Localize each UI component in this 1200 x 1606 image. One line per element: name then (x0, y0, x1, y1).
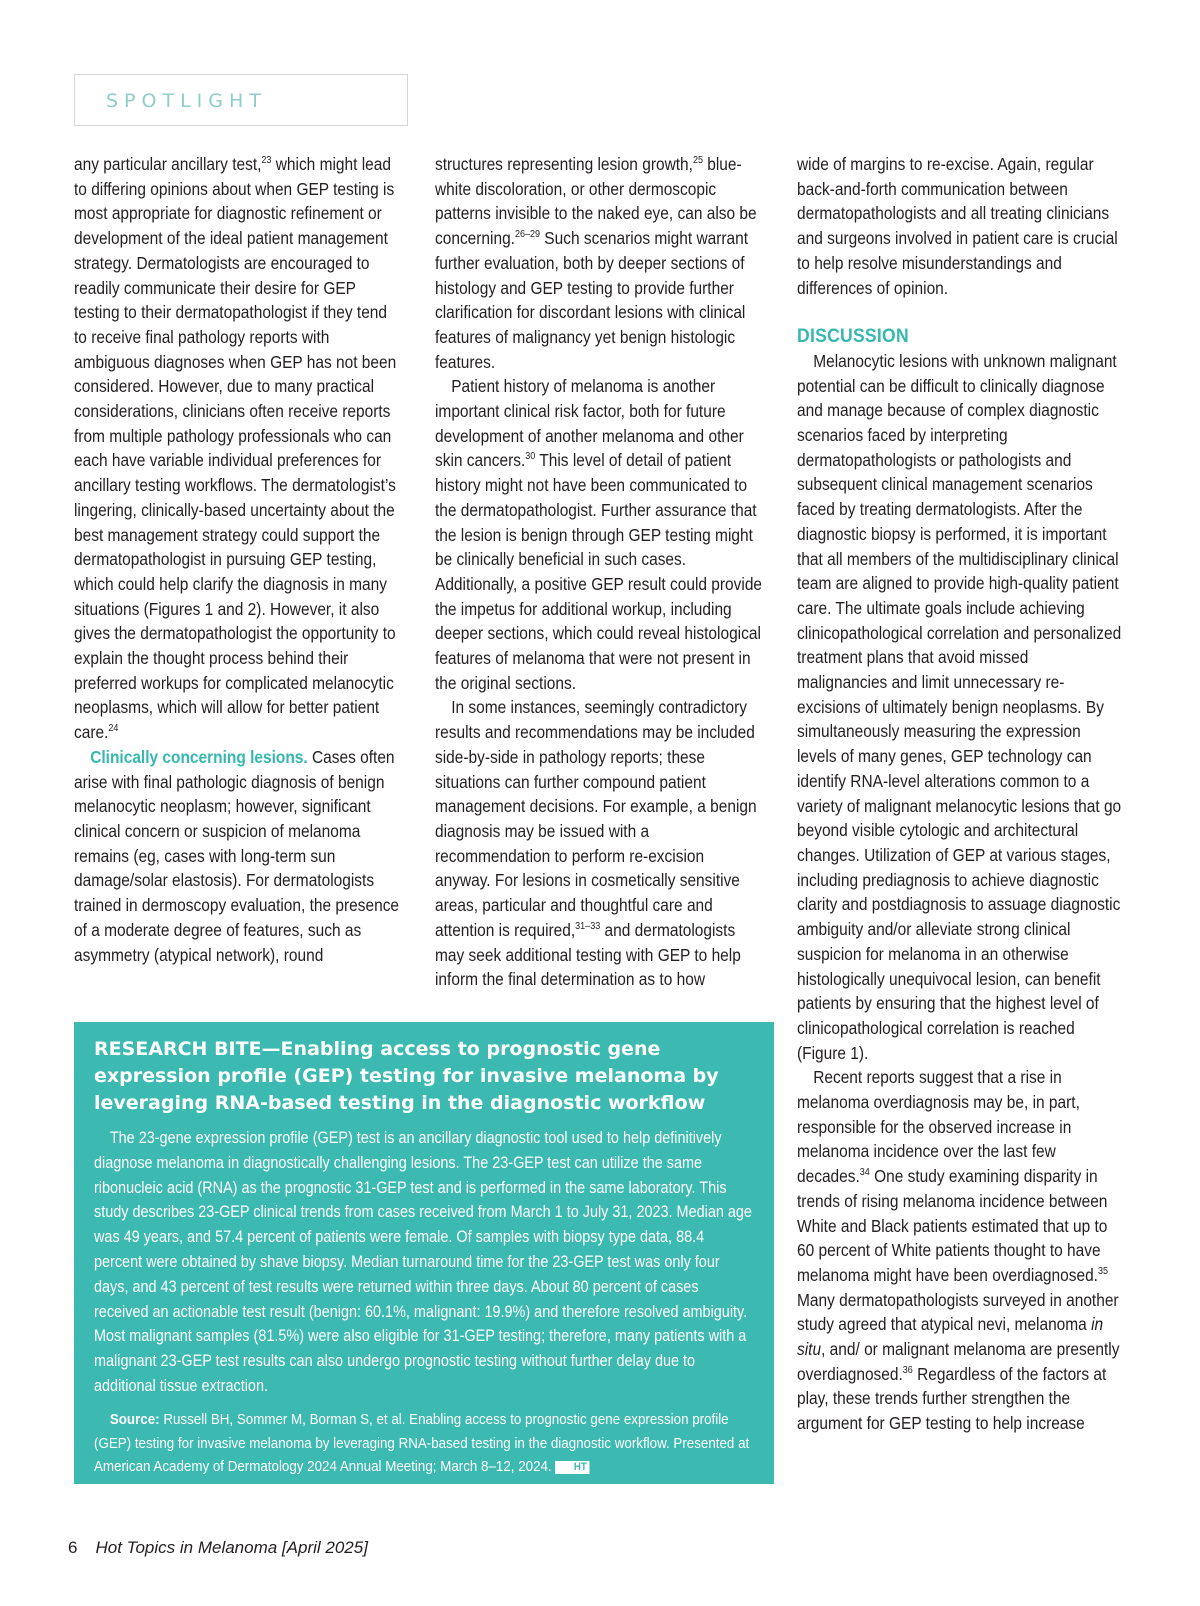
reference: 31–33 (575, 920, 601, 932)
paragraph: Clinically concerning lesions. Cases often arise with final pathologic diagnosis of benign melanocytic neoplasm; however, significant clinical concern or suspicion of melanoma remains (eg, cases with long-term sun damage/solar elastosis). For dermatologists trained in dermoscopy evaluation, the presence of a moderate degree of features, such as asymmetry (atypical network), round (74, 746, 400, 965)
paragraph: In some instances, seemingly contradictory results and recommendations may be included side-by-side in pathology reports; these situations can further compound patient management decisions. For example, a benign diagnosis may be issued with a recommendation to perform re-excision anyway. For lesions in cosmetically sensitive areas, particular and thoughtful care and attention is required,$^{31-33}$ and dermatologists may seek additional testing with GEP to help inform the final determination as to how (435, 697, 757, 990)
section-heading: DISCUSSION (797, 325, 909, 348)
reference: 26–29 (514, 229, 541, 241)
journal-title: Hot Topics in Melanoma [April 2025] (95, 1538, 368, 1557)
reference: 30 (525, 451, 536, 463)
research-bite-title: RESEARCH BITE—Enabling access to prognostic gene expression profile (GEP) testing for invasive melanoma by leveraging RNA-based testing in the diagnostic workflow (94, 1038, 719, 1114)
paragraph: structures representing lesion growth,$^{25}$ blue-white discoloration, or other dermoscopic patterns invisible to the naked eye, can also be concerning.$^{26-29}$ Such scenarios might warrant further evaluation, both by deeper sections of histology and GEP testing to provide further clarification for discordant lesions with clinical features of malignancy yet benign histologic features. (435, 154, 757, 372)
column-2 (435, 152, 764, 992)
reference: 36 (902, 1364, 913, 1376)
reference: 24 (108, 723, 119, 735)
reference: 25 (692, 155, 703, 166)
research-bite-source: Source: Russell BH, Sommer M, Borman S, et al. Enabling access to prognostic gene expression profile (GEP) testing for invasive melanoma by leveraging RNA-based testing in the diagnostic workflow. Presented at American Academy of Dermatology 2024 Annual Meeting; March 8–12, 2024. HT (94, 1411, 750, 1476)
page-footer (68, 1538, 368, 1558)
column-1 (74, 152, 403, 967)
reference: 34 (859, 1167, 870, 1179)
paragraph: Patient history of melanoma is another important clinical risk factor, both for future development of another melanoma and other skin cancers.$^{30}$ This level of detail of patient history might not have been communicated to the dermatopathologist. Further assurance that the lesion is benign through GEP testing might be clinically beneficial in such cases. Additionally, a positive GEP result could provide the impetus for additional workup, including deeper sections, which could reveal histological features of melanoma that were not present in the original sections. (435, 376, 763, 693)
page-number: 6 (68, 1538, 78, 1557)
reference: 35 (1097, 1265, 1108, 1277)
paragraph: Melanocytic lesions with unknown malignant potential can be difficult to clinically diagnose and manage because of complex diagnostic scenarios faced by interpreting dermatopathologists or pathologists and subsequent clinical management scenarios faced by treating dermatologists. After the diagnostic biopsy is performed, it is important that all members of the multidisciplinary clinical team are aligned to provide high-quality patient care. The ultimate goals include achieving clinicopathological correlation and personalized treatment plans that avoid missed malignancies and limit unnecessary re-excisions of ultimately benign neoplasms. By simultaneously measuring the expression levels of many genes, GEP technology can identify RNA-level alterations common to a variety of malignant melanocytic lesions that go beyond visible cytologic and architectural changes. Utilization of GEP at various stages, including prediagnosis to achieve diagnostic clarity and postdiagnosis to assuage diagnostic ambiguity and/or alleviate strong clinical suspicion for melanoma in an otherwise histologically unequivocal lesion, can benefit patients by ensuring that the highest level of clinicopathological correlation is reached (Figure 1). (797, 350, 1122, 1063)
research-bite-body: The 23-gene expression profile (GEP) test is an ancillary diagnostic tool used to help definitively diagnose melanoma in diagnostically challenging lesions. The 23-GEP test can utilize the same ribonucleic acid (RNA) as the prognostic 31-GEP test and is performed in the same laboratory. This study describes 23-GEP clinical trends from cases received from March 1 to July 31, 2023. Median age was 49 years, and 57.4 percent of patients were female. Of samples with biopsy type data, 88.4 percent were obtained by shave biopsy. Median turnaround time for the 23-GEP test was only four days, and 43 percent of test results were returned within three days. About 80 percent of cases received an actionable test result (benign: 60.1%, malignant: 19.9%) and therefore resolved ambiguity. Most malignant samples (81.5%) were also eligible for 31-GEP testing; therefore, many patients with a malignant 23-GEP test results can also undergo prognostic testing without further delay due to additional tissue extraction. (94, 1129, 752, 1395)
paragraph: any particular ancillary test,$^{23}$ which might lead to differing opinions about when GEP testing is most appropriate for diagnostic refinement or development of the ideal patient management strategy. Dermatologists are encouraged to readily communicate their desire for GEP testing to their dermatopathologist if they tend to receive final pathology reports with ambiguous diagnoses when GEP has not been considered. However, due to many practical considerations, clinicians often receive reports from multiple pathology professionals who can each have variable individual preferences for ancillary testing workflows. The dermatologist’s lingering, clinically-based uncertainty about the best management strategy could support the dermatopathologist in pursuing GEP testing, which could help clarify the diagnosis in many situations (Figures 1 and 2). However, it also gives the dermatopathologist the opportunity to explain the thought process behind their preferred workups for complicated melanocytic neoplasms, which will allow for better patient care.$^{24}$ (74, 154, 397, 743)
column-3 (797, 152, 1123, 1436)
source-label: Source: (109, 1411, 160, 1428)
reference: 23 (261, 155, 272, 166)
section-label: SPOTLIGHT (106, 90, 267, 112)
ht-end-badge: HT (555, 1461, 589, 1474)
paragraph: wide of margins to re-excise. Again, regular back-and-forth communication between dermatopathologists and all treating clinicians and surgeons involved in patient care is crucial to help resolve misunderstandings and differences of opinion. (797, 154, 1118, 298)
run-in-heading: Clinically concerning lesions. (90, 746, 308, 767)
paragraph: Recent reports suggest that a rise in melanoma overdiagnosis may be, in part, responsible for the observed increase in melanoma incidence over the last few decades.$^{34}$ One study examining disparity in trends of rising melanoma incidence between White and Black patients estimated that up to 60 percent of White patients thought to have melanoma might have been overdiagnosed.$^{35}$ Many dermatopathologists surveyed in another study agreed that atypical nevi, melanoma in situ, and/ or malignant melanoma are presently overdiagnosed.$^{36}$ Regardless of the factors at play, these trends further strengthen the argument for GEP testing to help increase (797, 1067, 1120, 1434)
